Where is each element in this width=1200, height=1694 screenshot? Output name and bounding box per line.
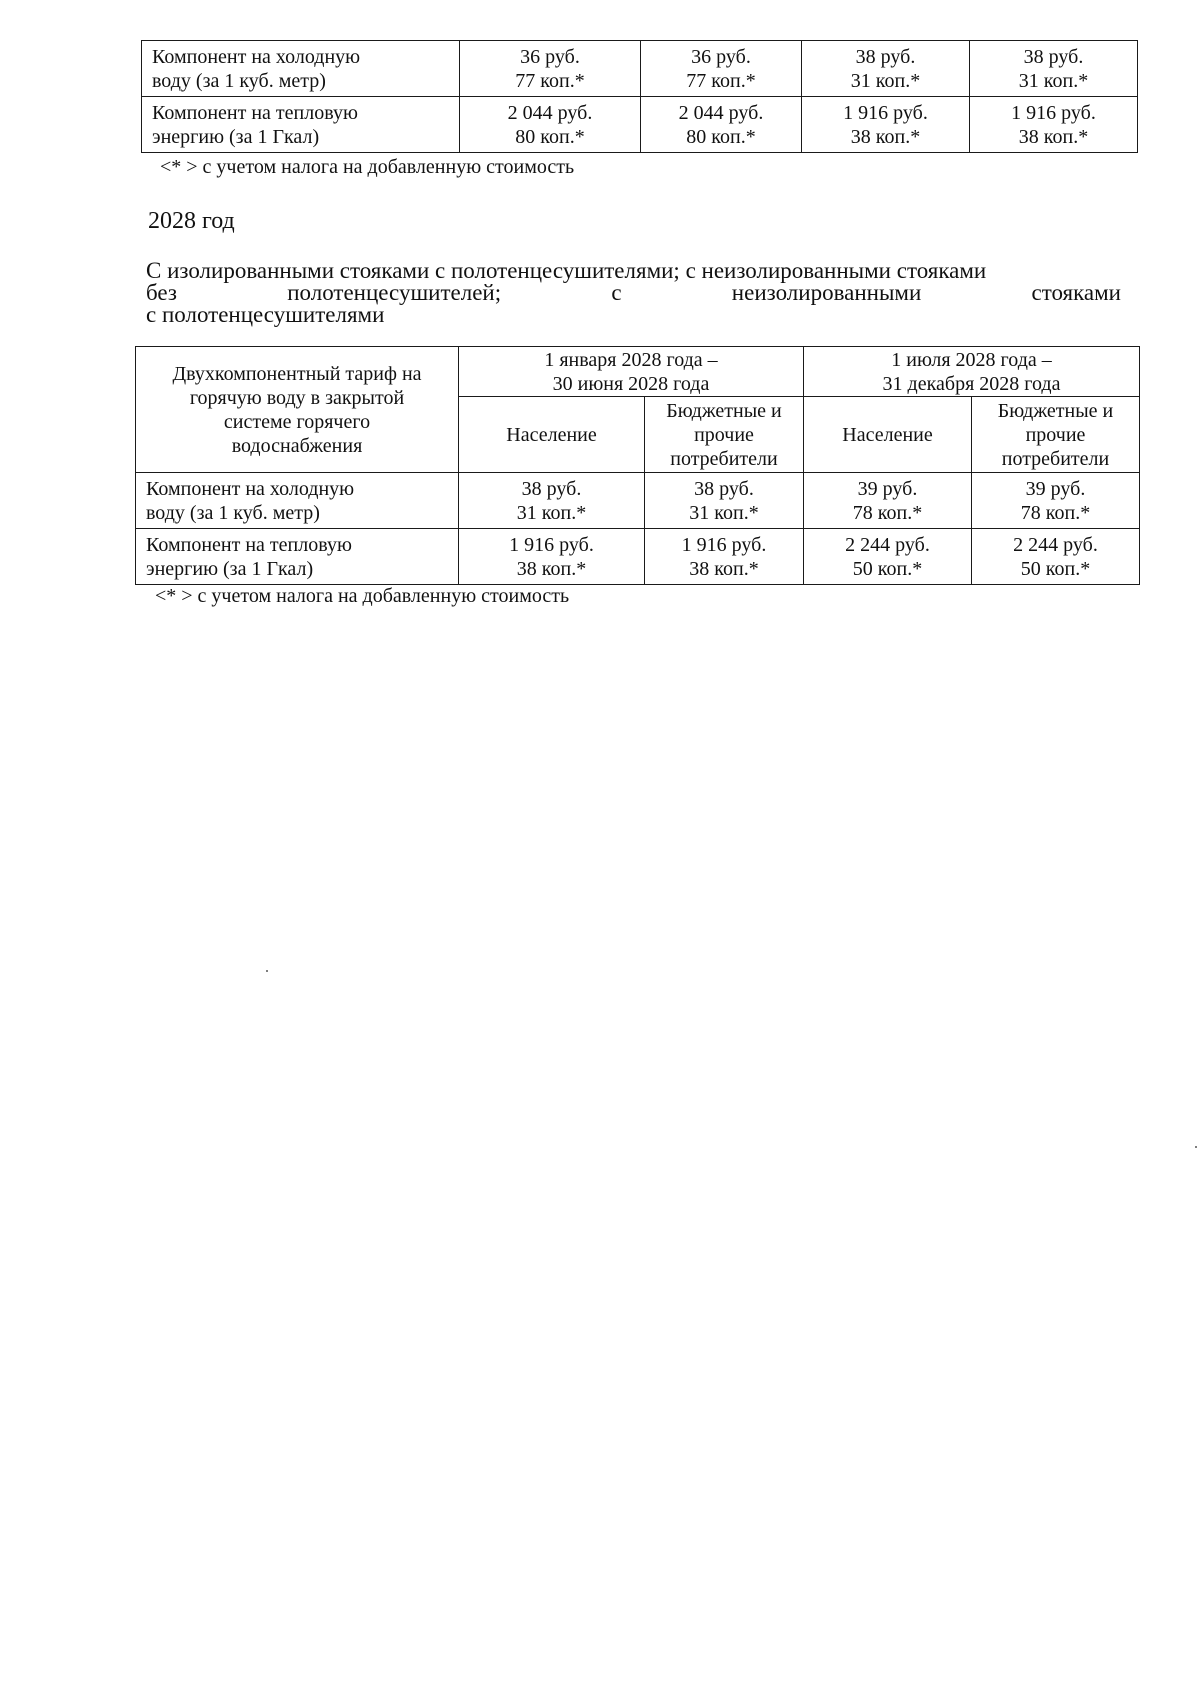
tariff-cell: 38 руб. 31 коп.* bbox=[802, 41, 970, 97]
scan-speck bbox=[266, 970, 268, 972]
year-heading: 2028 год bbox=[148, 208, 235, 234]
tariff-cell: 1 916 руб. 38 коп.* bbox=[645, 529, 804, 585]
tariff-cell: 2 044 руб. 80 коп.* bbox=[641, 97, 802, 153]
tariff-cell: 2 244 руб. 50 коп.* bbox=[972, 529, 1140, 585]
tariff-cell: 1 916 руб. 38 коп.* bbox=[802, 97, 970, 153]
tariff-cell: 36 руб. 77 коп.* bbox=[641, 41, 802, 97]
tariff-cell: 2 244 руб. 50 коп.* bbox=[804, 529, 972, 585]
vat-footnote: <* > с учетом налога на добавленную стоимость bbox=[160, 156, 575, 178]
row-label-heat-energy: Компонент на тепловую энергию (за 1 Гкал) bbox=[136, 529, 459, 585]
period-header-first-half: 1 января 2028 года – 30 июня 2028 года bbox=[459, 347, 804, 397]
description-line: с полотенцесушителями bbox=[146, 302, 385, 327]
table-row bbox=[142, 97, 1138, 153]
table-row bbox=[136, 529, 1140, 585]
period-header-second-half: 1 июля 2028 года – 31 декабря 2028 года bbox=[804, 347, 1140, 397]
table-row bbox=[142, 41, 1138, 97]
tariff-cell: 36 руб. 77 коп.* bbox=[460, 41, 641, 97]
tariff-cell: 2 044 руб. 80 коп.* bbox=[460, 97, 641, 153]
row-label-cold-water: Компонент на холодную воду (за 1 куб. метр) bbox=[142, 41, 460, 97]
description-line: без полотенцесушителей; с неизолированными стояками bbox=[146, 280, 1121, 305]
subheader-population: Население bbox=[804, 397, 972, 473]
subheader-budget-consumers: Бюджетные и прочие потребители bbox=[645, 397, 804, 473]
table-header-row bbox=[136, 347, 1140, 397]
tariff-cell: 1 916 руб. 38 коп.* bbox=[970, 97, 1138, 153]
row-label-cold-water: Компонент на холодную воду (за 1 куб. метр) bbox=[136, 473, 459, 529]
scan-speck bbox=[1195, 1146, 1197, 1148]
tariff-cell: 38 руб. 31 коп.* bbox=[645, 473, 804, 529]
row-label-heat-energy: Компонент на тепловую энергию (за 1 Гкал) bbox=[142, 97, 460, 153]
tariff-cell: 38 руб. 31 коп.* bbox=[970, 41, 1138, 97]
tariff-cell: 39 руб. 78 коп.* bbox=[804, 473, 972, 529]
vat-footnote: <* > с учетом налога на добавленную стоимость bbox=[155, 585, 570, 607]
table-row bbox=[136, 473, 1140, 529]
tariff-description bbox=[146, 260, 1121, 326]
tariff-cell: 1 916 руб. 38 коп.* bbox=[459, 529, 645, 585]
subheader-population: Население bbox=[459, 397, 645, 473]
tariff-table-previous-year bbox=[141, 40, 1138, 153]
subheader-budget-consumers: Бюджетные и прочие потребители bbox=[972, 397, 1140, 473]
corner-header: Двухкомпонентный тариф на горячую воду в закрытой системе горячего водоснабжения bbox=[136, 347, 459, 473]
tariff-table-2028 bbox=[135, 346, 1140, 585]
description-line: С изолированными стояками с полотенцесушителями; с неизолированными стояками bbox=[146, 258, 987, 283]
tariff-cell: 38 руб. 31 коп.* bbox=[459, 473, 645, 529]
tariff-cell: 39 руб. 78 коп.* bbox=[972, 473, 1140, 529]
